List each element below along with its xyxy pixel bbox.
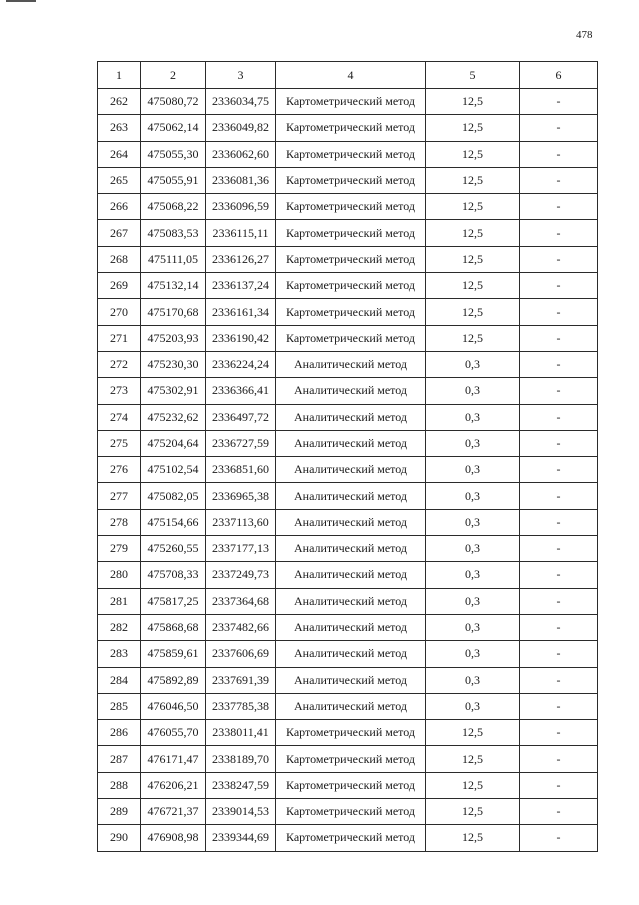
note-cell: - — [520, 509, 598, 535]
y-coordinate-cell: 2336224,24 — [206, 351, 276, 377]
accuracy-cell: 12,5 — [426, 273, 520, 299]
note-cell: - — [520, 246, 598, 272]
method-cell: Аналитический метод — [276, 693, 426, 719]
x-coordinate-cell: 475068,22 — [141, 194, 206, 220]
note-cell: - — [520, 536, 598, 562]
y-coordinate-cell: 2336062,60 — [206, 141, 276, 167]
method-cell: Картометрический метод — [276, 89, 426, 115]
accuracy-cell: 0,3 — [426, 614, 520, 640]
table-row — [98, 693, 598, 719]
y-coordinate-cell: 2338189,70 — [206, 746, 276, 772]
point-number-cell: 276 — [98, 457, 141, 483]
x-coordinate-cell: 475859,61 — [141, 641, 206, 667]
method-cell: Аналитический метод — [276, 509, 426, 535]
point-number-cell: 282 — [98, 614, 141, 640]
note-cell: - — [520, 194, 598, 220]
x-coordinate-cell: 475055,30 — [141, 141, 206, 167]
point-number-cell: 275 — [98, 430, 141, 456]
x-coordinate-cell: 476046,50 — [141, 693, 206, 719]
point-number-cell: 284 — [98, 667, 141, 693]
table-row — [98, 746, 598, 772]
method-cell: Картометрический метод — [276, 799, 426, 825]
y-coordinate-cell: 2336049,82 — [206, 115, 276, 141]
accuracy-cell: 12,5 — [426, 220, 520, 246]
x-coordinate-cell: 475230,30 — [141, 351, 206, 377]
method-cell: Аналитический метод — [276, 614, 426, 640]
point-number-cell: 280 — [98, 562, 141, 588]
y-coordinate-cell: 2336366,41 — [206, 378, 276, 404]
note-cell: - — [520, 273, 598, 299]
note-cell: - — [520, 325, 598, 351]
method-cell: Картометрический метод — [276, 141, 426, 167]
method-cell: Аналитический метод — [276, 562, 426, 588]
note-cell: - — [520, 825, 598, 851]
point-number-cell: 283 — [98, 641, 141, 667]
y-coordinate-cell: 2337785,38 — [206, 693, 276, 719]
note-cell: - — [520, 799, 598, 825]
y-coordinate-cell: 2337249,73 — [206, 562, 276, 588]
y-coordinate-cell: 2339014,53 — [206, 799, 276, 825]
accuracy-cell: 0,3 — [426, 351, 520, 377]
x-coordinate-cell: 475260,55 — [141, 536, 206, 562]
accuracy-cell: 12,5 — [426, 772, 520, 798]
method-cell: Аналитический метод — [276, 404, 426, 430]
x-coordinate-cell: 475302,91 — [141, 378, 206, 404]
accuracy-cell: 12,5 — [426, 720, 520, 746]
note-cell: - — [520, 89, 598, 115]
accuracy-cell: 0,3 — [426, 378, 520, 404]
note-cell: - — [520, 667, 598, 693]
y-coordinate-cell: 2337364,68 — [206, 588, 276, 614]
point-number-cell: 270 — [98, 299, 141, 325]
table-row — [98, 562, 598, 588]
table-row — [98, 772, 598, 798]
table-row — [98, 167, 598, 193]
accuracy-cell: 0,3 — [426, 588, 520, 614]
y-coordinate-cell: 2336096,59 — [206, 194, 276, 220]
y-coordinate-cell: 2336034,75 — [206, 89, 276, 115]
x-coordinate-cell: 475892,89 — [141, 667, 206, 693]
accuracy-cell: 12,5 — [426, 799, 520, 825]
accuracy-cell: 12,5 — [426, 115, 520, 141]
header-cell: 5 — [426, 62, 520, 89]
point-number-cell: 281 — [98, 588, 141, 614]
point-number-cell: 268 — [98, 246, 141, 272]
x-coordinate-cell: 476171,47 — [141, 746, 206, 772]
page-number: 478 — [576, 29, 593, 41]
method-cell: Аналитический метод — [276, 351, 426, 377]
table-row — [98, 325, 598, 351]
y-coordinate-cell: 2336851,60 — [206, 457, 276, 483]
y-coordinate-cell: 2337606,69 — [206, 641, 276, 667]
accuracy-cell: 0,3 — [426, 536, 520, 562]
accuracy-cell: 12,5 — [426, 246, 520, 272]
table-header-row — [98, 62, 598, 89]
accuracy-cell: 12,5 — [426, 89, 520, 115]
method-cell: Картометрический метод — [276, 167, 426, 193]
x-coordinate-cell: 475102,54 — [141, 457, 206, 483]
point-number-cell: 278 — [98, 509, 141, 535]
point-number-cell: 272 — [98, 351, 141, 377]
header-cell: 3 — [206, 62, 276, 89]
table-row — [98, 799, 598, 825]
table-row — [98, 378, 598, 404]
table-row — [98, 509, 598, 535]
header-cell: 1 — [98, 62, 141, 89]
x-coordinate-cell: 475080,72 — [141, 89, 206, 115]
table-row — [98, 457, 598, 483]
x-coordinate-cell: 475083,53 — [141, 220, 206, 246]
accuracy-cell: 0,3 — [426, 509, 520, 535]
x-coordinate-cell: 475708,33 — [141, 562, 206, 588]
note-cell: - — [520, 141, 598, 167]
y-coordinate-cell: 2337113,60 — [206, 509, 276, 535]
table-row — [98, 273, 598, 299]
accuracy-cell: 12,5 — [426, 825, 520, 851]
table-row — [98, 89, 598, 115]
method-cell: Картометрический метод — [276, 115, 426, 141]
y-coordinate-cell: 2336190,42 — [206, 325, 276, 351]
x-coordinate-cell: 475204,64 — [141, 430, 206, 456]
point-number-cell: 289 — [98, 799, 141, 825]
accuracy-cell: 0,3 — [426, 667, 520, 693]
y-coordinate-cell: 2337177,13 — [206, 536, 276, 562]
table-row — [98, 351, 598, 377]
method-cell: Картометрический метод — [276, 720, 426, 746]
accuracy-cell: 12,5 — [426, 141, 520, 167]
note-cell: - — [520, 746, 598, 772]
accuracy-cell: 0,3 — [426, 641, 520, 667]
point-number-cell: 277 — [98, 483, 141, 509]
table-row — [98, 430, 598, 456]
point-number-cell: 263 — [98, 115, 141, 141]
header-cell: 6 — [520, 62, 598, 89]
x-coordinate-cell: 476721,37 — [141, 799, 206, 825]
y-coordinate-cell: 2338011,41 — [206, 720, 276, 746]
table-body — [98, 89, 598, 852]
table-row — [98, 246, 598, 272]
accuracy-cell: 12,5 — [426, 746, 520, 772]
coordinates-table — [97, 61, 598, 852]
table-row — [98, 483, 598, 509]
method-cell: Картометрический метод — [276, 273, 426, 299]
header-cell: 2 — [141, 62, 206, 89]
accuracy-cell: 12,5 — [426, 325, 520, 351]
note-cell: - — [520, 430, 598, 456]
y-coordinate-cell: 2337691,39 — [206, 667, 276, 693]
method-cell: Картометрический метод — [276, 772, 426, 798]
y-coordinate-cell: 2338247,59 — [206, 772, 276, 798]
point-number-cell: 265 — [98, 167, 141, 193]
method-cell: Картометрический метод — [276, 220, 426, 246]
note-cell: - — [520, 457, 598, 483]
accuracy-cell: 0,3 — [426, 404, 520, 430]
method-cell: Аналитический метод — [276, 667, 426, 693]
note-cell: - — [520, 167, 598, 193]
y-coordinate-cell: 2337482,66 — [206, 614, 276, 640]
table-row — [98, 404, 598, 430]
point-number-cell: 267 — [98, 220, 141, 246]
accuracy-cell: 0,3 — [426, 693, 520, 719]
note-cell: - — [520, 614, 598, 640]
accuracy-cell: 0,3 — [426, 430, 520, 456]
note-cell: - — [520, 378, 598, 404]
x-coordinate-cell: 475082,05 — [141, 483, 206, 509]
x-coordinate-cell: 475232,62 — [141, 404, 206, 430]
accuracy-cell: 12,5 — [426, 167, 520, 193]
point-number-cell: 286 — [98, 720, 141, 746]
note-cell: - — [520, 720, 598, 746]
note-cell: - — [520, 562, 598, 588]
note-cell: - — [520, 404, 598, 430]
method-cell: Аналитический метод — [276, 641, 426, 667]
y-coordinate-cell: 2336965,38 — [206, 483, 276, 509]
table-row — [98, 614, 598, 640]
method-cell: Картометрический метод — [276, 246, 426, 272]
y-coordinate-cell: 2336497,72 — [206, 404, 276, 430]
point-number-cell: 290 — [98, 825, 141, 851]
accuracy-cell: 12,5 — [426, 194, 520, 220]
table-row — [98, 115, 598, 141]
note-cell: - — [520, 641, 598, 667]
x-coordinate-cell: 475170,68 — [141, 299, 206, 325]
y-coordinate-cell: 2336137,24 — [206, 273, 276, 299]
x-coordinate-cell: 475203,93 — [141, 325, 206, 351]
method-cell: Картометрический метод — [276, 325, 426, 351]
point-number-cell: 273 — [98, 378, 141, 404]
y-coordinate-cell: 2336727,59 — [206, 430, 276, 456]
x-coordinate-cell: 475132,14 — [141, 273, 206, 299]
header-cell: 4 — [276, 62, 426, 89]
note-cell: - — [520, 588, 598, 614]
table-row — [98, 194, 598, 220]
note-cell: - — [520, 483, 598, 509]
method-cell: Картометрический метод — [276, 825, 426, 851]
x-coordinate-cell: 476055,70 — [141, 720, 206, 746]
note-cell: - — [520, 220, 598, 246]
y-coordinate-cell: 2336115,11 — [206, 220, 276, 246]
table-row — [98, 299, 598, 325]
point-number-cell: 274 — [98, 404, 141, 430]
note-cell: - — [520, 772, 598, 798]
method-cell: Картометрический метод — [276, 194, 426, 220]
table-row — [98, 720, 598, 746]
method-cell: Аналитический метод — [276, 378, 426, 404]
method-cell: Картометрический метод — [276, 299, 426, 325]
x-coordinate-cell: 475062,14 — [141, 115, 206, 141]
table-row — [98, 220, 598, 246]
note-cell: - — [520, 693, 598, 719]
x-coordinate-cell: 475868,68 — [141, 614, 206, 640]
method-cell: Аналитический метод — [276, 483, 426, 509]
x-coordinate-cell: 476908,98 — [141, 825, 206, 851]
table-row — [98, 641, 598, 667]
point-number-cell: 266 — [98, 194, 141, 220]
x-coordinate-cell: 475817,25 — [141, 588, 206, 614]
point-number-cell: 271 — [98, 325, 141, 351]
point-number-cell: 287 — [98, 746, 141, 772]
x-coordinate-cell: 476206,21 — [141, 772, 206, 798]
point-number-cell: 262 — [98, 89, 141, 115]
y-coordinate-cell: 2336161,34 — [206, 299, 276, 325]
method-cell: Аналитический метод — [276, 430, 426, 456]
note-cell: - — [520, 115, 598, 141]
y-coordinate-cell: 2336081,36 — [206, 167, 276, 193]
accuracy-cell: 0,3 — [426, 483, 520, 509]
accuracy-cell: 0,3 — [426, 457, 520, 483]
y-coordinate-cell: 2336126,27 — [206, 246, 276, 272]
accuracy-cell: 0,3 — [426, 562, 520, 588]
table-row — [98, 141, 598, 167]
note-cell: - — [520, 299, 598, 325]
x-coordinate-cell: 475055,91 — [141, 167, 206, 193]
method-cell: Аналитический метод — [276, 457, 426, 483]
method-cell: Картометрический метод — [276, 746, 426, 772]
scan-edge-mark — [6, 0, 36, 2]
table-row — [98, 825, 598, 851]
x-coordinate-cell: 475154,66 — [141, 509, 206, 535]
method-cell: Аналитический метод — [276, 536, 426, 562]
y-coordinate-cell: 2339344,69 — [206, 825, 276, 851]
point-number-cell: 269 — [98, 273, 141, 299]
point-number-cell: 285 — [98, 693, 141, 719]
table-row — [98, 536, 598, 562]
point-number-cell: 279 — [98, 536, 141, 562]
table-row — [98, 588, 598, 614]
method-cell: Аналитический метод — [276, 588, 426, 614]
table-row — [98, 667, 598, 693]
point-number-cell: 288 — [98, 772, 141, 798]
note-cell: - — [520, 351, 598, 377]
accuracy-cell: 12,5 — [426, 299, 520, 325]
point-number-cell: 264 — [98, 141, 141, 167]
x-coordinate-cell: 475111,05 — [141, 246, 206, 272]
